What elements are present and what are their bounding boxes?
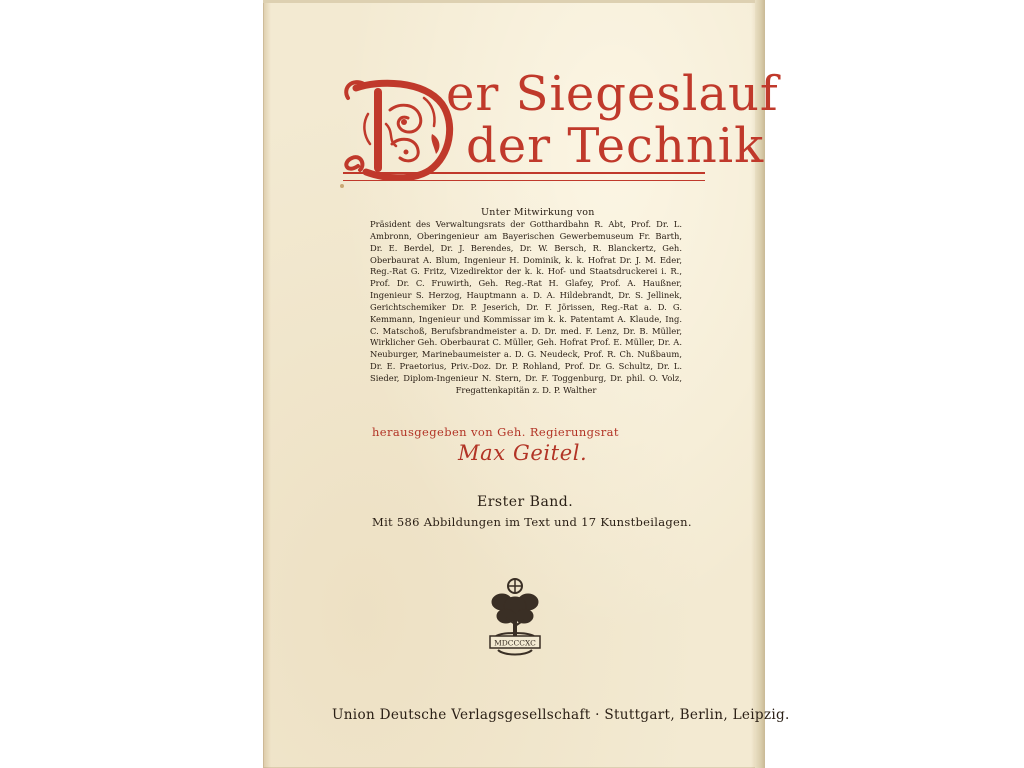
title-line-1: er Siegeslauf [446, 66, 779, 122]
ornate-initial-d-icon [338, 74, 456, 180]
title-line-2: der Technik [466, 118, 765, 174]
page-top-edge [263, 0, 763, 3]
volume-label: Erster Band. [477, 494, 574, 510]
book-title [338, 66, 779, 176]
emblem-year: MDCCCXC [494, 638, 536, 648]
paper-speck [340, 184, 344, 188]
illustrations-note: Mit 586 Abbildungen im Text und 17 Kunstbeilagen. [372, 515, 692, 529]
editor-name: Max Geitel. [458, 441, 588, 465]
collaboration-heading: Unter Mitwirkung von [481, 207, 595, 218]
publisher-line: Union Deutsche Verlagsgesellschaft · Stuttgart, Berlin, Leipzig. [332, 707, 790, 723]
contributors-list: Präsident des Verwaltungsrats der Gotthardbahn R. Abt, Prof. Dr. L. Ambronn, Oberingenieur am Bayerischen Gewerbemuseum Fr. Barth, Dr. E. Berdel, Dr. J. Berendes, Dr. W. Bersch, R. Blanckertz, Geh. Oberbaurat A. Blum, Ingenieur H. Dominik, k. k. Hofrat Dr. J. M. Eder, Reg.-Rat G. Fritz, Vizedirektor der k. k. Hof- und Staatsdruckerei i. R., Prof. Dr. C. Fruwirth, Geh. Reg.-Rat H. Glafey, Prof. A. Haußner, Ingenieur S. Herzog, Hauptmann a. D. A. Hildebrandt, Dr. S. Jellinek, Gerichtschemiker Dr. P. Jeserich, Dr. F. Jörissen, Reg.-Rat a. D. G. Kemmann, Ingenieur und Kommissar im k. k. Patentamt A. Klaude, Ing. C. Matschoß, Berufsbrandmeister a. D. Dr. med. F. Lenz, Dr. B. Müller, Wirklicher Geh. Oberbaurat C. Müller, Geh. Hofrat Prof. E. Müller, Dr. A. Neuburger, Marinebaumeister a. D. G. Neudeck, Prof. R. Ch. Nußbaum, Dr. E. Praetorius, Priv.-Doz. Dr. P. Rohland, Prof. Dr. G. Schultz, Dr. L. Sieder, Diplom-Ingenieur N. Stern, Dr. F. Toggenburg, Dr. phil. O. Volz, Fregattenkapitän z. D. P. Walther [370, 219, 682, 395]
tree-emblem-icon [484, 576, 546, 658]
editor-line: herausgegeben von Geh. Regierungsrat [372, 425, 619, 439]
title-rule [343, 172, 705, 181]
